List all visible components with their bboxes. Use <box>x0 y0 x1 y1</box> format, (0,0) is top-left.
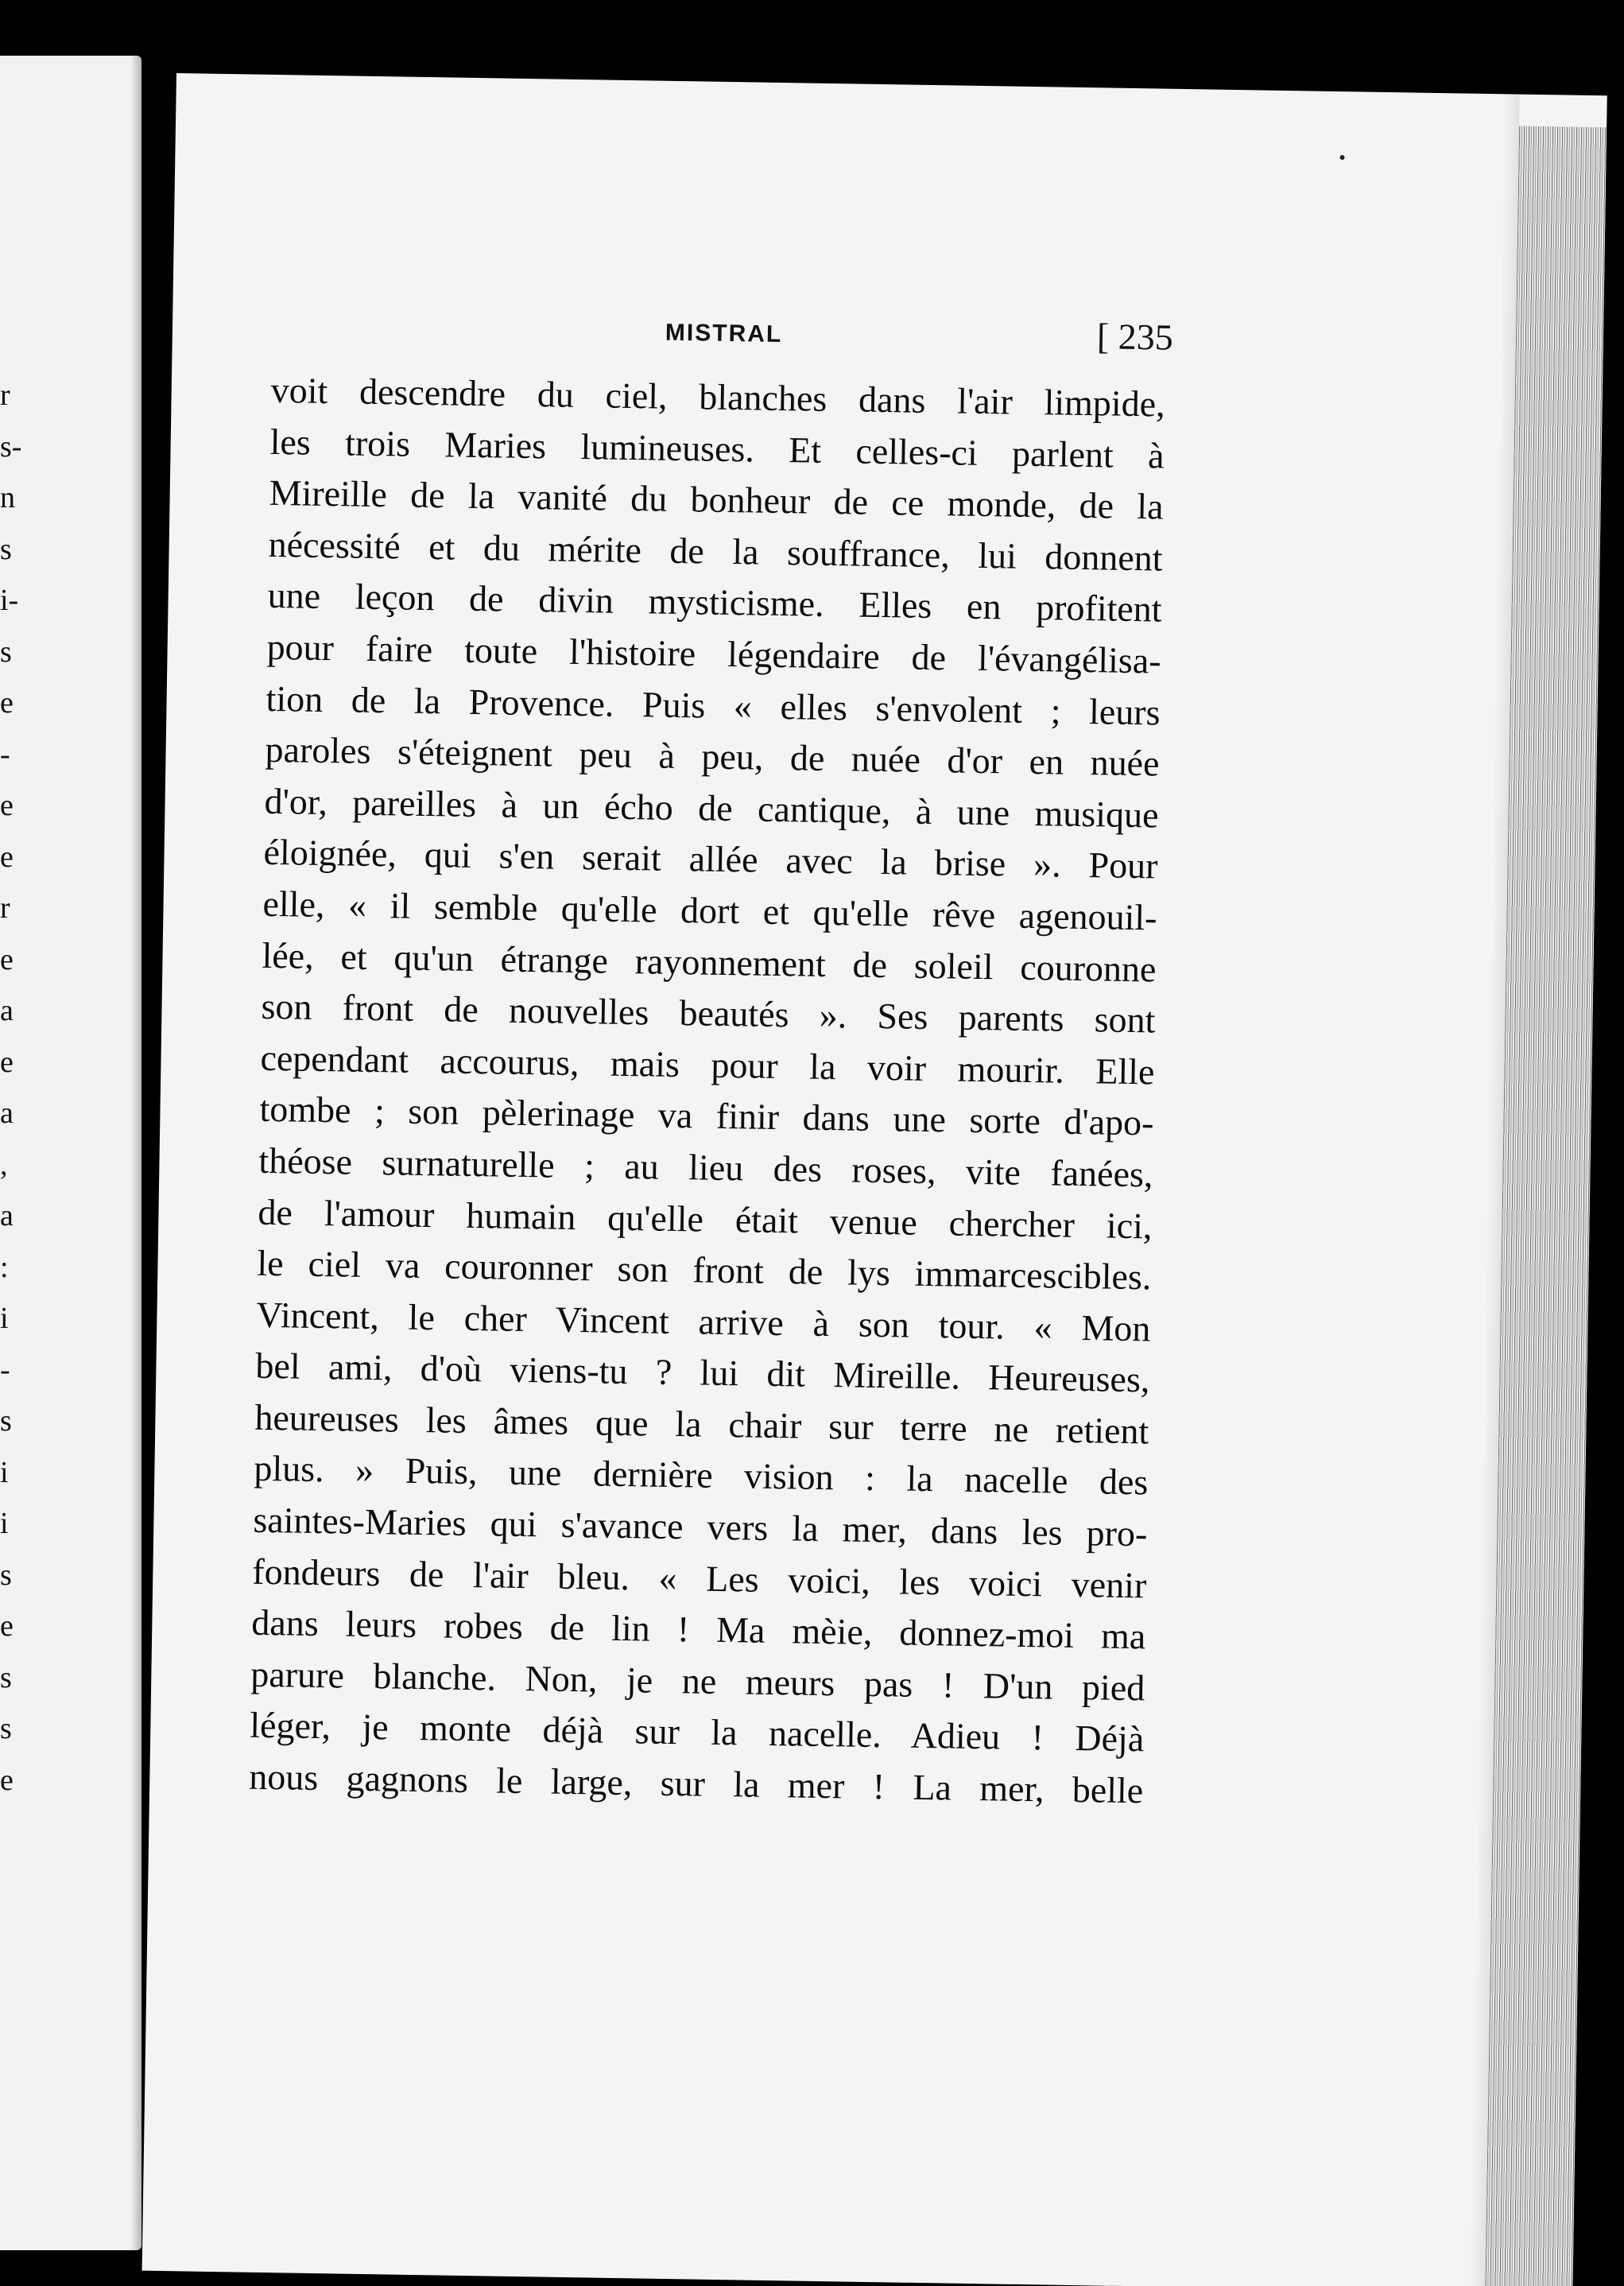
left-fragment: e <box>0 1609 14 1643</box>
left-page-text-fragments <box>0 370 24 1806</box>
left-fragment: e <box>0 1763 14 1797</box>
left-fragment: e <box>0 1045 14 1079</box>
text-line: d'or, pareilles à un écho de cantique, à une musique <box>264 780 1159 836</box>
text-line: de l'amour humain qu'elle était venue chercher ici, <box>258 1191 1153 1246</box>
left-fragment: a <box>0 1096 14 1130</box>
text-line: nécessité et du mérite de la souffrance, lui donnent <box>268 523 1163 579</box>
body-text <box>249 365 1165 1817</box>
left-fragment: - <box>0 1353 10 1387</box>
text-line: dans leurs robes de lin ! Ma mèie, donnez-moi ma <box>251 1601 1146 1657</box>
left-fragment: e <box>0 789 14 822</box>
text-line: cependant accourus, mais pour la voir mourir. Elle <box>260 1037 1155 1093</box>
text-line: tion de la Provence. Puis « elles s'envolent ; leurs <box>265 677 1161 733</box>
text-line: pour faire toute l'histoire légendaire de l'évangélisa- <box>266 626 1161 681</box>
text-line: plus. » Puis, une dernière vision : la nacelle des <box>254 1448 1149 1503</box>
text-line: théose surnaturelle ; au lieu des roses, vite fanées, <box>258 1139 1153 1195</box>
left-fragment: s <box>0 1558 12 1592</box>
text-line: nous gagnons le large, sur la mer ! La mer, belle <box>248 1756 1144 1811</box>
left-fragment: s <box>0 1660 12 1694</box>
text-line: une leçon de divin mysticisme. Elles en profitent <box>267 575 1162 630</box>
left-fragment: e <box>0 840 14 874</box>
left-fragment: s- <box>0 429 22 464</box>
text-line: Mireille de la vanité du bonheur de ce monde, de la <box>269 472 1164 527</box>
text-line: le ciel va couronner son front de lys immarcescibles. <box>257 1242 1152 1298</box>
left-fragment: s <box>0 532 12 566</box>
left-fragment: i <box>0 1302 9 1335</box>
left-fragment: i- <box>0 584 19 617</box>
left-fragment: i <box>0 1455 9 1489</box>
text-line: heureuses les âmes que la chair sur terre ne retient <box>254 1396 1149 1452</box>
text-line: parure blanche. Non, je ne meurs pas ! D'un pied <box>250 1653 1145 1709</box>
left-fragment: a <box>0 994 14 1027</box>
text-line: fondeurs de l'air bleu. « Les voici, les voici venir <box>252 1551 1147 1606</box>
text-line: tombe ; son pèlerinage va finir dans une sorte d'apo- <box>259 1089 1154 1143</box>
text-line: paroles s'éteignent peu à peu, de nuée d'or en nuée <box>265 729 1160 784</box>
left-fragment: : <box>0 1250 9 1284</box>
text-line: éloignée, qui s'en serait allée avec la brise ». Pour <box>263 832 1158 887</box>
left-fragment: e <box>0 942 14 976</box>
left-fragment: s <box>0 635 12 669</box>
running-head: MISTRAL <box>665 319 783 348</box>
text-line: Vincent, le cher Vincent arrive à son tour. « Mon <box>256 1294 1151 1349</box>
gutter-shadow <box>130 56 141 2250</box>
text-line: léger, je monte déjà sur la nacelle. Adieu ! Déjà <box>249 1705 1145 1760</box>
text-line: son front de nouvelles beautés ». Ses parents sont <box>261 985 1156 1041</box>
left-fragment: a <box>0 1199 14 1232</box>
left-fragment: i <box>0 1507 9 1540</box>
text-line: lée, et qu'un étrange rayonnement de soleil couronne <box>262 934 1157 990</box>
left-page <box>0 56 141 2250</box>
right-page <box>142 73 1607 2286</box>
left-fragment: s <box>0 1712 12 1745</box>
text-line: saintes-Maries qui s'avance vers la mer, dans les pro- <box>253 1499 1148 1554</box>
text-line: les trois Maries lumineuses. Et celles-ci parlent à <box>269 421 1165 476</box>
left-fragment: r <box>0 891 10 925</box>
left-fragment: , <box>0 1147 8 1182</box>
text-line: voit descendre du ciel, blanches dans l'air limpide, <box>270 369 1166 425</box>
left-fragment: r <box>0 378 10 412</box>
text-line: bel ami, d'où viens-tu ? lui dit Mireille. Heureuses, <box>255 1345 1150 1400</box>
page-number: [ 235 <box>1096 316 1174 358</box>
left-fragment: e <box>0 686 14 720</box>
text-line: elle, « il semble qu'elle dort et qu'elle rêve agenouil- <box>262 883 1157 938</box>
left-fragment: s <box>0 1404 12 1438</box>
speck-mark <box>1339 155 1344 160</box>
left-fragment: - <box>0 737 10 771</box>
left-fragment: n <box>0 481 15 514</box>
